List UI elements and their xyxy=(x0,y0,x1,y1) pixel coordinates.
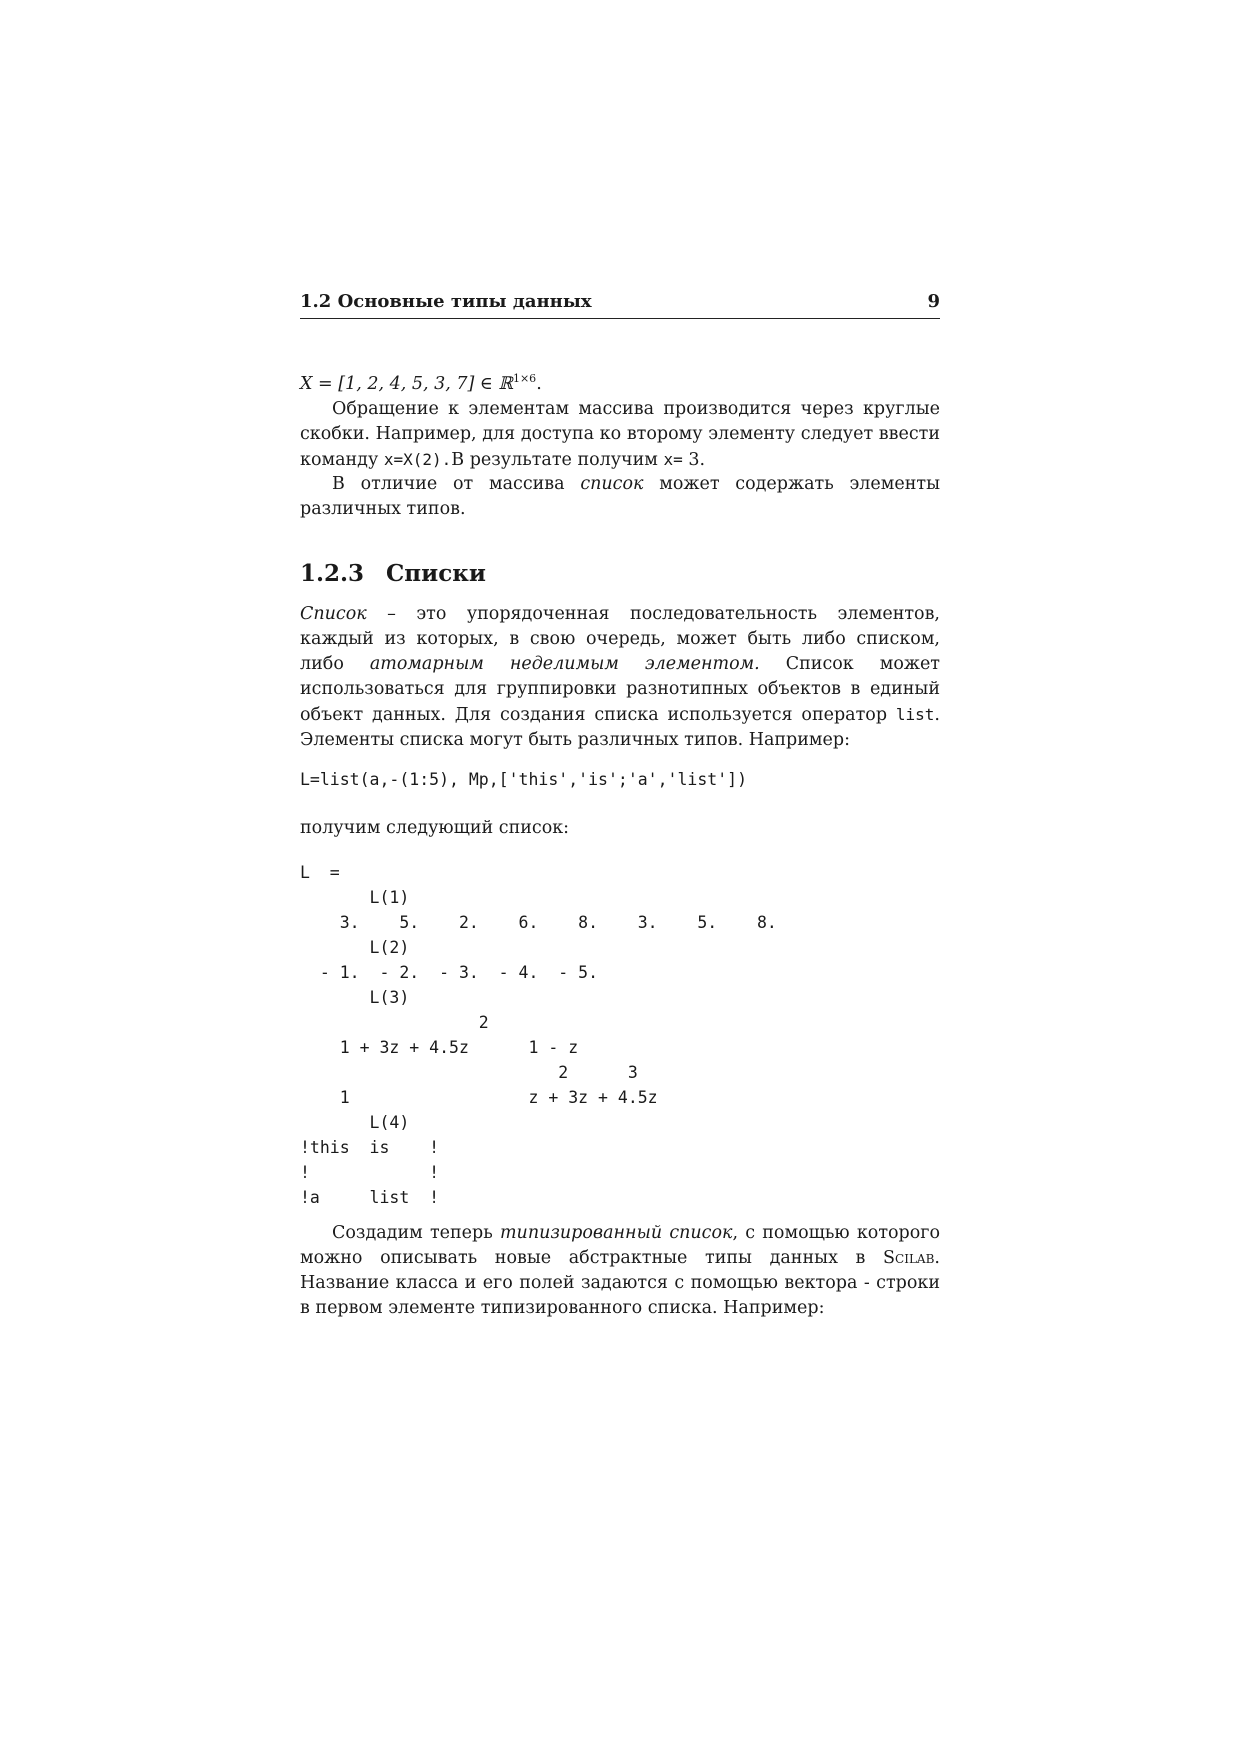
text-run: может содержать элементы различных типов. xyxy=(300,474,941,519)
paragraph-list-intro xyxy=(300,472,940,522)
text-run: Создадим теперь xyxy=(332,1223,500,1243)
running-header xyxy=(300,290,940,319)
formula-base: X = [1, 2, 4, 5, 3, 7] ∈ ℝ xyxy=(300,374,513,394)
italic-term: атомарным неделимым элементом. xyxy=(369,654,760,674)
page-number: 9 xyxy=(927,291,940,312)
formula-exponent: 1×6 xyxy=(512,372,537,386)
paragraph-result-intro: получим следующий список: xyxy=(300,818,570,838)
inline-code: list xyxy=(895,705,935,724)
code-output: L = L(1) 3. 5. 2. 6. 8. 3. 5. 8. L(2) - 1. - 2. - 3. - 4. - 5. L(3) 2 1 + 3z + 4.5z 1 - z 2 3 1 z + 3z + 4.5z L(4) !this is ! ! ! !a list ! xyxy=(300,863,777,1207)
formula-end: . xyxy=(536,374,542,394)
text-run: В отличие от массива xyxy=(332,474,581,494)
paragraph-typed-list xyxy=(300,1221,940,1321)
inline-code: x= xyxy=(663,450,683,469)
array-formula xyxy=(300,372,940,397)
paragraph-list-definition xyxy=(300,602,940,753)
italic-term: список xyxy=(580,474,644,494)
italic-term: типизированный список xyxy=(499,1223,733,1243)
inline-code: x=X(2). xyxy=(383,450,452,469)
code-command: L=list(a,-(1:5), Mp,['this','is';'a','list']) xyxy=(300,770,748,789)
small-caps-term: Scilab xyxy=(883,1248,935,1268)
paragraph-array-access xyxy=(300,397,940,473)
section-number: 1.2.3 xyxy=(300,560,365,587)
section-heading xyxy=(300,560,486,587)
text-run: Обращение к элементам массива производится через круглые скобки. Например, для доступа ко второму элементу следует ввести команду xyxy=(300,399,940,470)
header-section-title: 1.2 Основные типы данных xyxy=(300,291,592,312)
text-run: . Название класса и его полей задаются с помощью вектора - строки в первом элементе типизированного списка. Например: xyxy=(300,1248,940,1318)
text-run: 3. xyxy=(682,450,706,470)
text-run: Список может использоваться для группировки разнотипных объектов в единый объект данных. Для создания списка используется оператор xyxy=(300,654,940,725)
italic-term: Список xyxy=(300,604,367,624)
text-run: – это упорядоченная последовательность элементов, каждый из которых, в свою очередь, может быть либо списком, либо xyxy=(300,604,940,674)
text-run: , с помощью которого можно описывать новые абстрактные типы данных в xyxy=(300,1223,940,1268)
section-title: Списки xyxy=(386,560,486,587)
text-run: . Элементы списка могут быть различных типов. Например: xyxy=(300,705,940,750)
text-run: В результате получим xyxy=(451,450,664,470)
